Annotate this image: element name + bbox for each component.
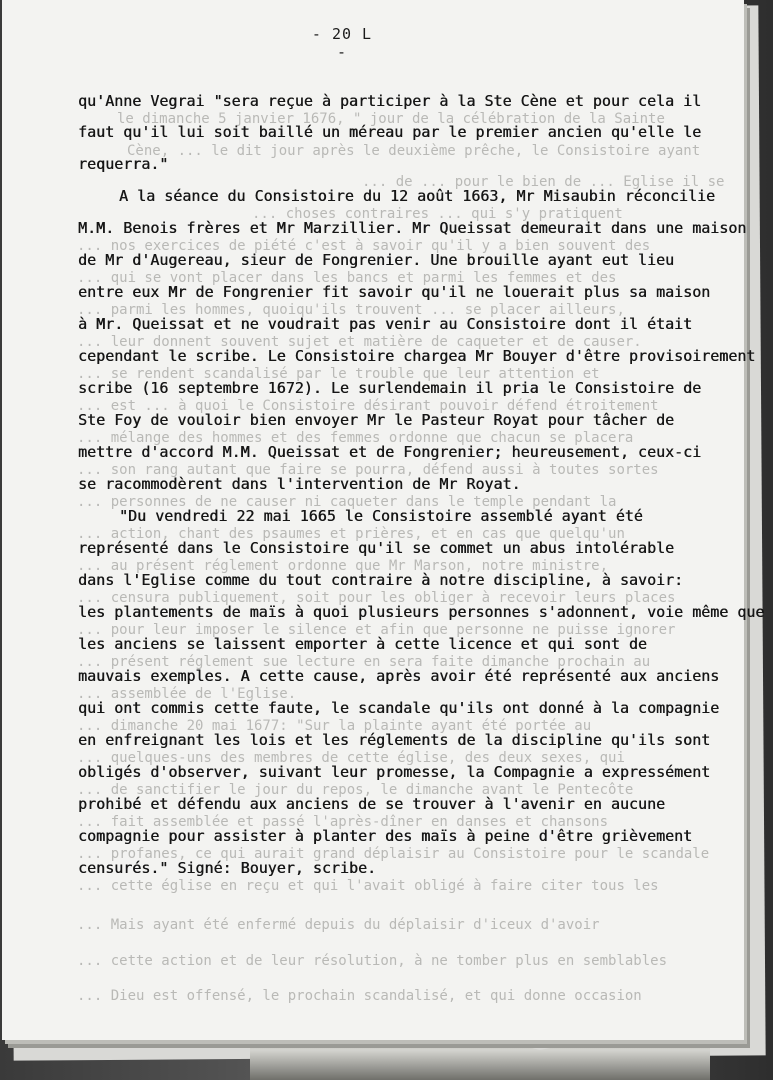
bleed-through-line: Cène, ... le dit jour après le deuxième prêche, le Consistoire ayant <box>127 143 701 159</box>
bleed-through-line: ... assemblée de l'Eglise. <box>77 686 297 702</box>
bleed-through-line: ... profanes, ce qui aurait grand déplaisir au Consistoire pour le scandale <box>77 846 710 862</box>
text-line: compagnie pour assister à planter des maïs à peine d'être grièvement <box>78 827 693 845</box>
text-line: entre eux Mr de Fongrenier fit savoir qu'il ne louerait plus sa maison <box>78 283 711 301</box>
bleed-through-line: ... quelques-uns des membres de cette église, des deux sexes, qui <box>77 750 625 766</box>
bleed-through-line: ... nos exercices de piété c'est à savoir qu'il y a bien souvent des <box>77 238 651 254</box>
text-line: censurés." Signé: Bouyer, scribe. <box>78 859 377 877</box>
bleed-through-line: ... action, chant des psaumes et prières, et en cas que quelqu'un <box>77 526 625 542</box>
page-number: - 20 L - <box>311 25 373 61</box>
text-line: de Mr d'Augereau, sieur de Fongrenier. Une brouille ayant eut lieu <box>78 251 675 269</box>
text-line: qu'Anne Vegrai "sera reçue à participer à la Ste Cène et pour cela il <box>78 92 702 110</box>
bleed-through-line: ... qui se vont placer dans les bancs et parmi les femmes et des <box>77 270 617 286</box>
text-line: cependant le scribe. Le Consistoire chargea Mr Bouyer d'être provisoirement <box>78 347 756 365</box>
text-line: en enfreignant les lois et les réglements de la discipline qu'ils sont <box>78 731 711 749</box>
bleed-through-line: ... Mais ayant été enfermé depuis du déplaisir d'iceux d'avoir <box>77 917 600 933</box>
text-line: mauvais exemples. A cette cause, après avoir été représenté aux anciens <box>78 667 720 685</box>
bleed-through-line: ... parmi les hommes, quoiqu'ils trouvent ... se placer ailleurs, <box>77 302 625 318</box>
bleed-through-line: le dimanche 5 janvier 1676, " jour de la célébration de la Sainte <box>117 111 665 127</box>
bleed-through-line: ... son rang autant que faire se pourra, défend aussi à toutes sortes <box>77 462 659 478</box>
text-line: A la séance du Consistoire du 12 août 1663, Mr Misaubin réconcilie <box>119 187 716 205</box>
text-line: M.M. Benois frères et Mr Marzillier. Mr Queissat demeurait dans une maison <box>78 219 747 237</box>
bleed-through-line: ... mélange des hommes et des femmes ordonne que chacun se placera <box>77 430 634 446</box>
bleed-through-line: ... choses contraires ... qui s'y pratiquent <box>252 206 623 222</box>
text-line: mettre d'accord M.M. Queissat et de Fongrenier; heureusement, ceux-ci <box>78 443 702 461</box>
bleed-through-line: ... dimanche 20 mai 1677: "Sur la plainte ayant été portée au <box>77 718 592 734</box>
text-line: scribe (16 septembre 1672). Le surlendemain il pria le Consistoire de <box>78 379 702 397</box>
bleed-through-line: ... est ... à quoi le Consistoire désirant pouvoir défend étroitement <box>77 398 659 414</box>
text-line: qui ont commis cette faute, le scandale qu'ils ont donné à la compagnie <box>78 699 720 717</box>
bleed-through-line: ... de ... pour le bien de ... Eglise il se <box>362 174 725 190</box>
bleed-through-line: ... au présent réglement ordonne que Mr Marson, notre ministre, <box>77 558 609 574</box>
bleed-through-line: ... Dieu est offensé, le prochain scandalisé, et qui donne occasion <box>77 988 642 1004</box>
typewritten-page <box>2 0 765 1040</box>
text-line: Ste Foy de vouloir bien envoyer Mr le Pasteur Royat pour tâcher de <box>78 411 675 429</box>
text-line: prohibé et défendu aux anciens de se trouver à l'avenir en aucune <box>78 795 665 813</box>
text-line: obligés d'observer, suivant leur promesse, la Compagnie a expressément <box>78 763 711 781</box>
bleed-through-line: ... pour leur imposer le silence et afin que personne ne puisse ignorer <box>77 622 676 638</box>
bleed-through-line: ... cette église en reçu et qui l'avait obligé à faire citer tous les <box>77 878 659 894</box>
text-line: les anciens se laissent emporter à cette licence et qui sont de <box>78 635 647 653</box>
text-line: dans l'Eglise comme du tout contraire à notre discipline, à savoir: <box>78 571 684 589</box>
bleed-through-line: ... cette action et de leur résolution, à ne tomber plus en semblables <box>77 953 668 969</box>
bleed-through-line: ... fait assemblée et passé l'après-dîner en danses et chansons <box>77 814 609 830</box>
text-line: se racommodèrent dans l'intervention de Mr Royat. <box>78 475 521 493</box>
text-line: faut qu'il lui soit baillé un méreau par le premier ancien qu'elle le <box>78 123 702 141</box>
bleed-through-line: ... de sanctifier le jour du repos, le dimanche avant le Pentecôte <box>77 782 634 798</box>
text-line: "Du vendredi 22 mai 1665 le Consistoire assemblé ayant été <box>119 507 643 525</box>
bleed-through-line: ... leur donnent souvent sujet et matière de caqueter et de causer. <box>77 334 642 350</box>
text-line: requerra." <box>78 155 169 173</box>
text-line: les plantements de maïs à quoi plusieurs personnes s'adonnent, voie même que <box>78 603 765 621</box>
text-line: représenté dans le Consistoire qu'il se commet un abus intolérable <box>78 539 675 557</box>
text-line: à Mr. Queissat et ne voudrait pas venir au Consistoire dont il était <box>78 315 693 333</box>
bleed-through-line: ... censura publiquement, soit pour les obliger à recevoir leurs places <box>77 590 676 606</box>
bleed-through-line: ... se rendent scandalisé par le trouble que leur attention et <box>77 366 600 382</box>
body-text <box>2 0 765 1040</box>
bleed-through-line: ... présent réglement sue lecture en sera faite dimanche prochain au <box>77 654 651 670</box>
bleed-through-line: ... personnes de ne causer ni caqueter dans le temple pendant la <box>77 494 617 510</box>
